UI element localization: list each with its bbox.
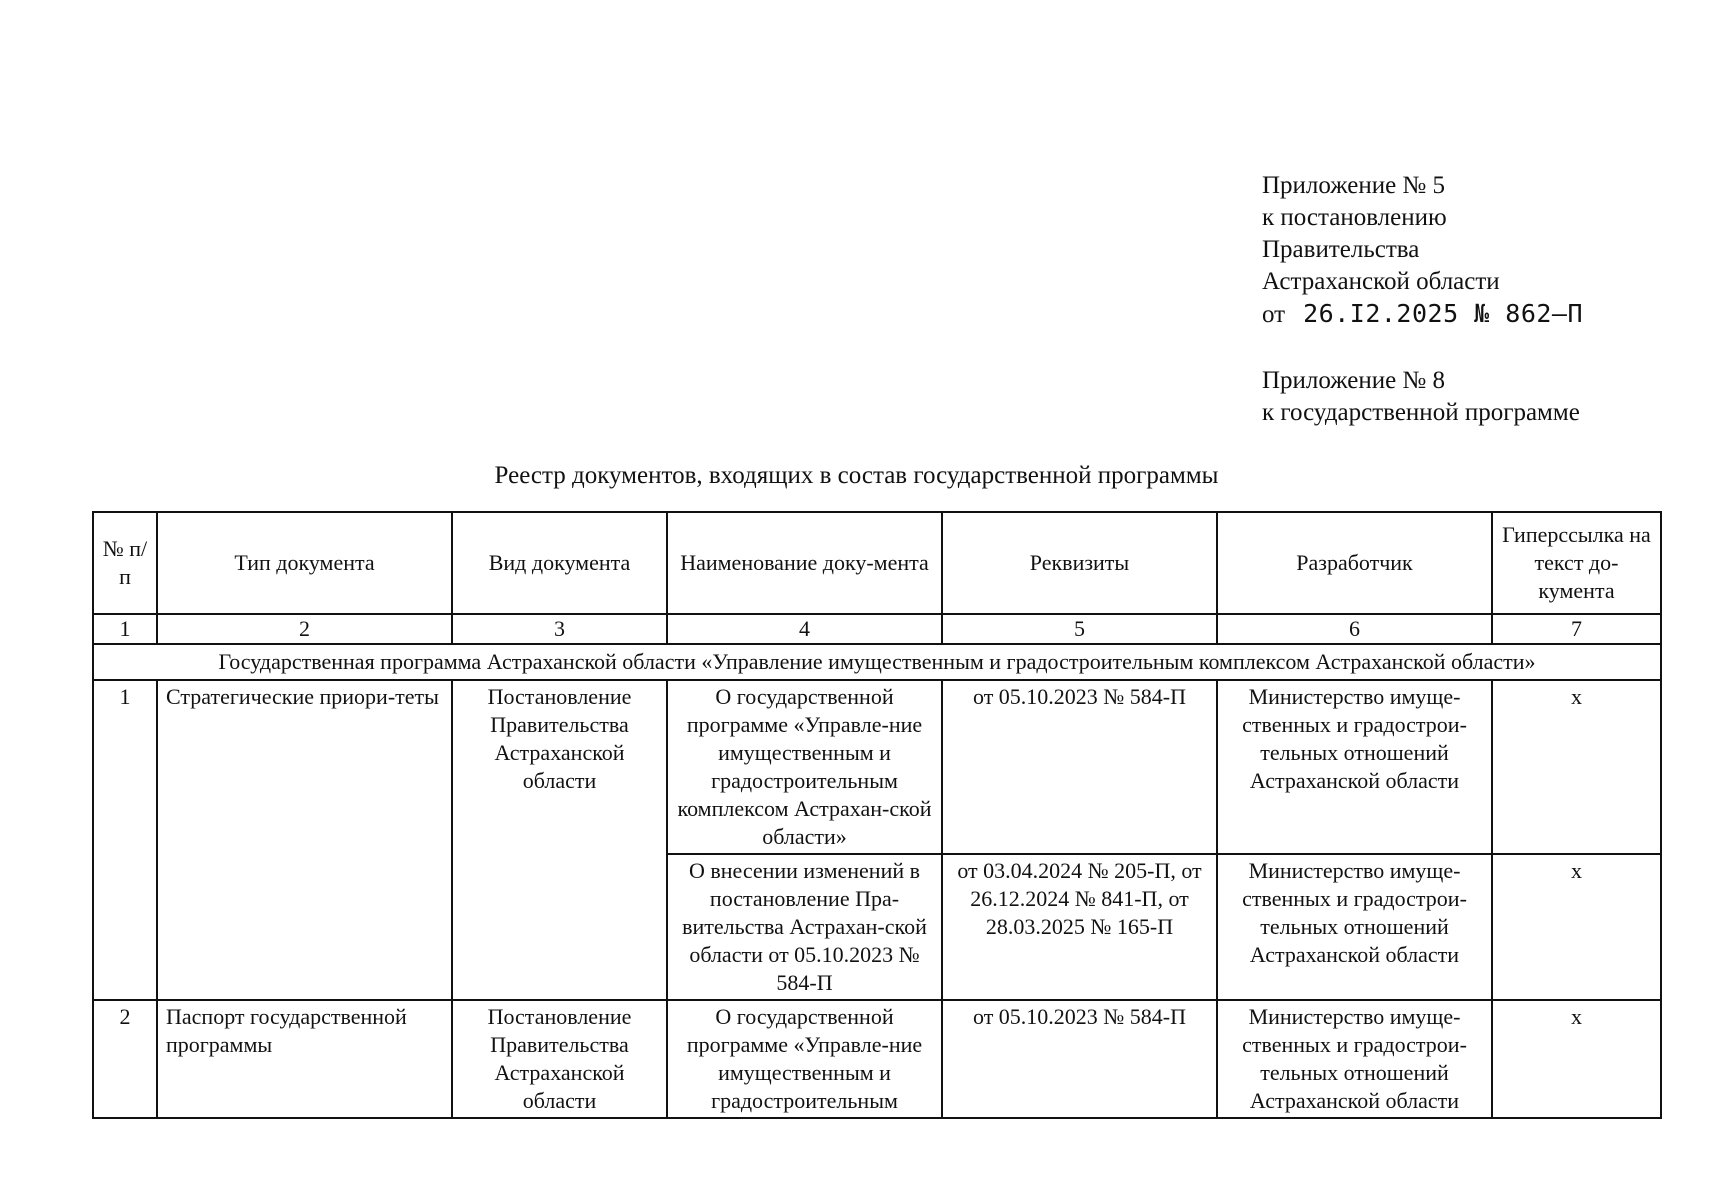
header-cell-developer: Разработчик — [1217, 512, 1492, 614]
entry-link: х — [1492, 854, 1661, 1000]
section-title: Государственная программа Астраханской области «Управление имущественным и градостроительным комплексом Астраханской области» — [93, 644, 1661, 680]
column-number: 1 — [93, 614, 157, 644]
date-stamp: 26.I2.2025 № 862–П — [1303, 299, 1584, 328]
header-cell-link: Гиперссылка на текст до-кумента — [1492, 512, 1661, 614]
entry-developer: Министерство имуще-ственных и градострои-тельных отношений Астраханской области — [1217, 680, 1492, 854]
column-number: 2 — [157, 614, 452, 644]
appendix-line: Астраханской области — [1262, 268, 1500, 295]
appendix-line: Приложение № 5 — [1262, 172, 1446, 199]
row-kind: Постановление Правительства Астраханской области — [452, 1000, 667, 1118]
appendix-line: Правительства — [1262, 236, 1420, 263]
entry-details: от 05.10.2023 № 584-П — [942, 680, 1217, 854]
date-prefix: от — [1262, 301, 1286, 328]
header-row — [93, 512, 1661, 614]
entry-name: О внесении изменений в постановление Пра-вительства Астрахан-ской области от 05.10.2023 № 584-П — [667, 854, 942, 1000]
entry-name: О государственной программе «Управле-ние имущественным и градостроительным — [667, 1000, 942, 1118]
page-title: Реестр документов, входящих в состав государственной программы — [494, 462, 1219, 489]
header-cell-number: № п/п — [93, 512, 157, 614]
column-number: 6 — [1217, 614, 1492, 644]
header-cell-details: Реквизиты — [942, 512, 1217, 614]
column-number: 5 — [942, 614, 1217, 644]
table-row — [93, 1000, 1661, 1118]
row-kind: Постановление Правительства Астраханской области — [452, 680, 667, 1000]
column-number: 4 — [667, 614, 942, 644]
appendix-line: Приложение № 8 — [1262, 367, 1446, 394]
header-cell-kind: Вид документа — [452, 512, 667, 614]
appendix-line: к постановлению — [1262, 204, 1447, 231]
table-row — [93, 680, 1661, 854]
registry-table — [92, 511, 1662, 1119]
header-cell-type: Тип документа — [157, 512, 452, 614]
column-number-row — [93, 614, 1661, 644]
header-cell-name: Наименование доку-мента — [667, 512, 942, 614]
appendix-header-program — [1262, 365, 1580, 429]
row-type: Паспорт государственной программы — [157, 1000, 452, 1118]
column-number: 3 — [452, 614, 667, 644]
entry-developer: Министерство имуще-ственных и градострои-тельных отношений Астраханской области — [1217, 1000, 1492, 1118]
row-number: 1 — [93, 680, 157, 1000]
entry-link: х — [1492, 1000, 1661, 1118]
column-number: 7 — [1492, 614, 1661, 644]
entry-details: от 03.04.2024 № 205-П, от 26.12.2024 № 841-П, от 28.03.2025 № 165-П — [942, 854, 1217, 1000]
appendix-date-line — [1262, 298, 1583, 331]
entry-details: от 05.10.2023 № 584-П — [942, 1000, 1217, 1118]
appendix-line: к государственной программе — [1262, 399, 1580, 426]
entry-developer: Министерство имуще-ственных и градострои-тельных отношений Астраханской области — [1217, 854, 1492, 1000]
appendix-header-resolution — [1262, 170, 1583, 331]
entry-link: х — [1492, 680, 1661, 854]
row-type: Стратегические приори-теты — [157, 680, 452, 1000]
section-row — [93, 644, 1661, 680]
row-number: 2 — [93, 1000, 157, 1118]
entry-name: О государственной программе «Управле-ние имущественным и градостроительным комплексом Астрахан-ской области» — [667, 680, 942, 854]
